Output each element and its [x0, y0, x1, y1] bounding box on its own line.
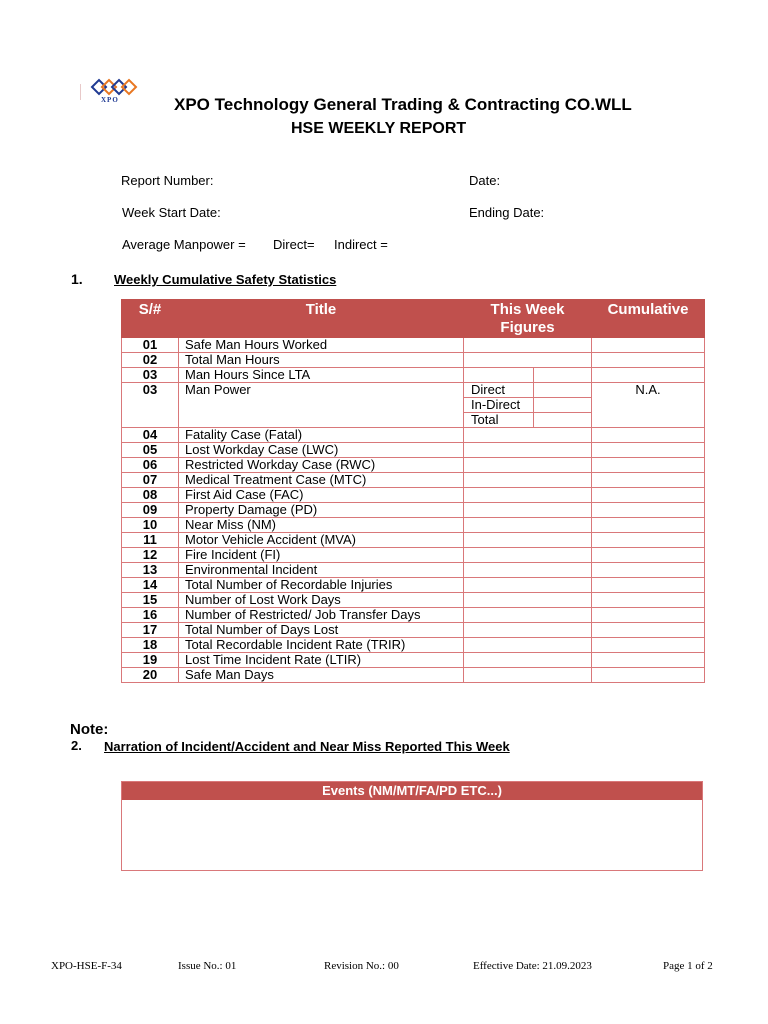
- row-sn: 03: [122, 368, 179, 383]
- row-title: Number of Restricted/ Job Transfer Days: [179, 608, 464, 623]
- logo-divider: [80, 84, 81, 100]
- section-1-number: 1.: [71, 271, 83, 287]
- table-row: [122, 473, 705, 488]
- row-title: Safe Man Days: [179, 668, 464, 683]
- row-sn: 06: [122, 458, 179, 473]
- indirect-label: Indirect =: [334, 237, 388, 252]
- row-title: Man Power: [179, 383, 464, 428]
- table-row: [122, 458, 705, 473]
- this-week-value-cell[interactable]: [534, 368, 592, 383]
- row-title: Fire Incident (FI): [179, 548, 464, 563]
- this-week-cell[interactable]: [464, 338, 592, 353]
- table-row: [122, 623, 705, 638]
- cumulative-cell[interactable]: [592, 458, 705, 473]
- row-title: Safe Man Hours Worked: [179, 338, 464, 353]
- row-title: Total Number of Days Lost: [179, 623, 464, 638]
- row-title: Near Miss (NM): [179, 518, 464, 533]
- table-row: [122, 443, 705, 458]
- row-title: Property Damage (PD): [179, 503, 464, 518]
- table-row: [122, 338, 705, 353]
- cumulative-cell[interactable]: [592, 563, 705, 578]
- cumulative-cell[interactable]: [592, 608, 705, 623]
- header-this-week-line2: Figures: [500, 319, 555, 336]
- report-title: HSE WEEKLY REPORT: [291, 120, 467, 137]
- cumulative-cell[interactable]: [592, 638, 705, 653]
- cumulative-cell[interactable]: [592, 593, 705, 608]
- table-row: [122, 428, 705, 443]
- this-week-cell[interactable]: [464, 368, 534, 383]
- row-sn: 18: [122, 638, 179, 653]
- average-manpower-label: Average Manpower =: [122, 237, 246, 252]
- this-week-cell[interactable]: [464, 458, 592, 473]
- row-title: Environmental Incident: [179, 563, 464, 578]
- report-number-label: Report Number:: [121, 173, 214, 188]
- section-1-title: Weekly Cumulative Safety Statistics: [114, 272, 337, 287]
- logo-text: XPO: [101, 96, 119, 104]
- this-week-cell[interactable]: [464, 653, 592, 668]
- row-sn: 17: [122, 623, 179, 638]
- cumulative-cell[interactable]: [592, 653, 705, 668]
- company-logo: [80, 76, 144, 110]
- row-sn: 08: [122, 488, 179, 503]
- table-row: [122, 548, 705, 563]
- this-week-cell[interactable]: [464, 533, 592, 548]
- table-row: [122, 353, 705, 368]
- events-header: Events (NM/MT/FA/PD ETC...): [122, 782, 702, 800]
- cumulative-cell[interactable]: [592, 578, 705, 593]
- cumulative-cell[interactable]: [592, 623, 705, 638]
- this-week-cell[interactable]: [464, 443, 592, 458]
- manpower-cumulative: N.A.: [592, 383, 705, 428]
- table-row: [122, 608, 705, 623]
- this-week-cell[interactable]: [464, 638, 592, 653]
- this-week-cell[interactable]: [464, 548, 592, 563]
- row-sn: 01: [122, 338, 179, 353]
- row-sn: 04: [122, 428, 179, 443]
- row-sn: 14: [122, 578, 179, 593]
- this-week-cell[interactable]: [464, 623, 592, 638]
- manpower-direct-value[interactable]: [534, 383, 592, 398]
- cumulative-cell[interactable]: [592, 368, 705, 383]
- row-sn: 16: [122, 608, 179, 623]
- row-title: Total Number of Recordable Injuries: [179, 578, 464, 593]
- header-this-week: [464, 300, 592, 338]
- row-sn: 09: [122, 503, 179, 518]
- cumulative-cell[interactable]: [592, 533, 705, 548]
- cumulative-cell[interactable]: [592, 443, 705, 458]
- this-week-cell[interactable]: [464, 353, 592, 368]
- cumulative-cell[interactable]: [592, 353, 705, 368]
- this-week-cell[interactable]: [464, 518, 592, 533]
- header-title: Title: [179, 300, 464, 338]
- row-sn: 07: [122, 473, 179, 488]
- table-row: [122, 638, 705, 653]
- safety-statistics-table: [121, 299, 705, 683]
- row-sn: 20: [122, 668, 179, 683]
- table-row: [122, 533, 705, 548]
- row-sn: 13: [122, 563, 179, 578]
- note-label: Note:: [70, 721, 109, 738]
- table-row: [122, 563, 705, 578]
- cumulative-cell[interactable]: [592, 488, 705, 503]
- cumulative-cell[interactable]: [592, 473, 705, 488]
- row-sn: 05: [122, 443, 179, 458]
- this-week-cell[interactable]: [464, 608, 592, 623]
- this-week-cell[interactable]: [464, 428, 592, 443]
- header-this-week-line1: This Week: [490, 301, 565, 318]
- table-header-row: [122, 300, 705, 338]
- manpower-indirect-value[interactable]: [534, 398, 592, 413]
- row-title: Restricted Workday Case (RWC): [179, 458, 464, 473]
- row-sn: 10: [122, 518, 179, 533]
- this-week-cell[interactable]: [464, 668, 592, 683]
- table-row: [122, 368, 705, 383]
- table-row: [122, 578, 705, 593]
- row-title: Number of Lost Work Days: [179, 593, 464, 608]
- footer-issue: Issue No.: 01: [178, 960, 237, 972]
- row-sn: 11: [122, 533, 179, 548]
- row-title: Man Hours Since LTA: [179, 368, 464, 383]
- table-row: [122, 653, 705, 668]
- table-row: [122, 593, 705, 608]
- this-week-cell[interactable]: [464, 473, 592, 488]
- row-sn: 02: [122, 353, 179, 368]
- row-title: Medical Treatment Case (MTC): [179, 473, 464, 488]
- date-label: Date:: [469, 173, 501, 188]
- manpower-total-value[interactable]: [534, 413, 592, 428]
- cumulative-cell[interactable]: [592, 338, 705, 353]
- ending-date-label: Ending Date:: [469, 205, 545, 220]
- row-sn: 15: [122, 593, 179, 608]
- logo-icon: [88, 76, 152, 98]
- cumulative-cell[interactable]: [592, 518, 705, 533]
- table-row: [122, 488, 705, 503]
- this-week-cell[interactable]: [464, 593, 592, 608]
- row-title: Total Recordable Incident Rate (TRIR): [179, 638, 464, 653]
- section-2-number: 2.: [71, 738, 82, 753]
- cumulative-cell[interactable]: [592, 503, 705, 518]
- row-title: First Aid Case (FAC): [179, 488, 464, 503]
- header-sn: S/#: [122, 300, 179, 338]
- header-cumulative: Cumulative: [592, 300, 705, 338]
- this-week-cell[interactable]: [464, 503, 592, 518]
- row-sn: 03: [122, 383, 179, 428]
- table-row: [122, 503, 705, 518]
- this-week-cell[interactable]: [464, 563, 592, 578]
- table-row: [122, 668, 705, 683]
- table-row: [122, 518, 705, 533]
- cumulative-cell[interactable]: [592, 668, 705, 683]
- row-sn: 12: [122, 548, 179, 563]
- company-name: XPO Technology General Trading & Contracting CO.WLL: [174, 95, 632, 114]
- this-week-cell[interactable]: [464, 488, 592, 503]
- row-sn: 19: [122, 653, 179, 668]
- this-week-cell[interactable]: [464, 578, 592, 593]
- footer-page: Page 1 of 2: [663, 960, 713, 972]
- row-title: Fatality Case (Fatal): [179, 428, 464, 443]
- week-start-label: Week Start Date:: [122, 205, 221, 220]
- cumulative-cell[interactable]: [592, 548, 705, 563]
- section-2-title: Narration of Incident/Accident and Near Miss Reported This Week: [104, 739, 510, 754]
- footer-doc-number: XPO-HSE-F-34: [51, 960, 122, 972]
- direct-label: Direct=: [273, 237, 315, 252]
- manpower-indirect-label: In-Direct: [464, 398, 534, 413]
- row-title: Lost Time Incident Rate (LTIR): [179, 653, 464, 668]
- manpower-direct-label: Direct: [464, 383, 534, 398]
- footer-revision: Revision No.: 00: [324, 960, 399, 972]
- row-title: Total Man Hours: [179, 353, 464, 368]
- cumulative-cell[interactable]: [592, 428, 705, 443]
- row-title: Motor Vehicle Accident (MVA): [179, 533, 464, 548]
- footer-effective-date: Effective Date: 21.09.2023: [473, 960, 592, 972]
- row-title: Lost Workday Case (LWC): [179, 443, 464, 458]
- manpower-total-label: Total: [464, 413, 534, 428]
- events-box[interactable]: [121, 781, 703, 871]
- manpower-row: [122, 383, 705, 398]
